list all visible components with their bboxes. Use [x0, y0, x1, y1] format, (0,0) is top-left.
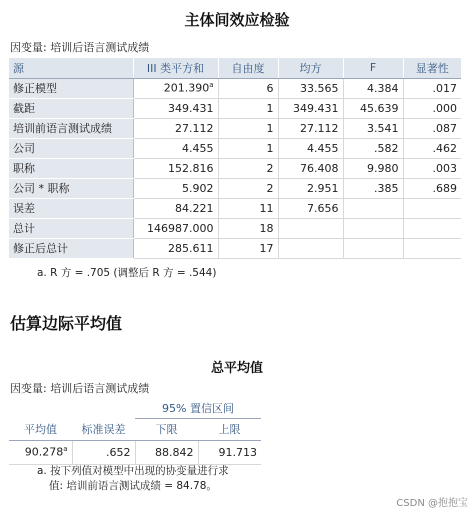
f-cell: 3.541	[343, 118, 403, 138]
df-cell: 1	[218, 138, 278, 158]
type-iii-ss-cell: 5.902	[133, 178, 218, 198]
df-cell: 1	[218, 118, 278, 138]
header-significance: 显著性	[403, 58, 461, 78]
source-label: 修正模型	[9, 78, 133, 98]
type-iii-ss-cell: 4.455	[133, 138, 218, 158]
source-label: 培训前语言测试成绩	[9, 118, 133, 138]
table-row	[9, 218, 461, 238]
header-std-error: 标准误差	[72, 418, 135, 440]
df-cell: 1	[218, 98, 278, 118]
type-iii-ss-cell	[133, 78, 218, 98]
blank-header-cell	[72, 399, 135, 418]
source-label: 修正后总计	[9, 238, 133, 258]
type-iii-ss-cell: 146987.000	[133, 218, 218, 238]
mean-square-cell	[278, 238, 343, 258]
f-cell: .582	[343, 138, 403, 158]
between-subjects-table	[9, 58, 461, 259]
f-cell	[343, 238, 403, 258]
mean-square-cell: 27.112	[278, 118, 343, 138]
table-row	[9, 78, 461, 98]
ci-header-row	[9, 399, 261, 418]
footnote-marker: a	[63, 445, 68, 454]
df-cell: 2	[218, 178, 278, 198]
std-error-cell: .652	[72, 440, 135, 464]
sig-cell	[403, 198, 461, 218]
table-row	[9, 158, 461, 178]
sig-cell: .017	[403, 78, 461, 98]
f-cell: 45.639	[343, 98, 403, 118]
type-iii-ss-cell: 27.112	[133, 118, 218, 138]
table-row	[9, 138, 461, 158]
lower-bound-cell: 88.842	[135, 440, 198, 464]
f-cell	[343, 198, 403, 218]
mean-value: 90.278	[24, 445, 64, 459]
table-header-row	[9, 418, 261, 440]
mean-square-cell	[278, 218, 343, 238]
header-mean-square: 均方	[278, 58, 343, 78]
header-lower-bound: 下限	[135, 418, 198, 440]
mean-square-cell: 33.565	[278, 78, 343, 98]
grand-mean-table	[9, 399, 261, 465]
header-type-iii-ss: III 类平方和	[133, 58, 218, 78]
mean-square-cell: 76.408	[278, 158, 343, 178]
source-label: 总计	[9, 218, 133, 238]
blank-header-cell	[9, 399, 72, 418]
source-label: 公司 * 职称	[9, 178, 133, 198]
table-row	[9, 118, 461, 138]
f-cell	[343, 218, 403, 238]
mean-square-cell: 7.656	[278, 198, 343, 218]
sig-cell	[403, 238, 461, 258]
confidence-interval-header: 95% 置信区间	[135, 399, 261, 418]
header-df: 自由度	[218, 58, 278, 78]
dependent-variable-label: 因变量: 培训后语言测试成绩	[10, 41, 150, 54]
mean-square-cell: 2.951	[278, 178, 343, 198]
sig-cell	[403, 218, 461, 238]
table-row	[9, 440, 261, 464]
df-cell: 18	[218, 218, 278, 238]
sig-cell: .087	[403, 118, 461, 138]
table-header-row	[9, 58, 461, 78]
mean-square-cell: 349.431	[278, 98, 343, 118]
mean-cell	[9, 440, 72, 464]
tests-of-between-subjects-effects-title: 主体间效应检验	[184, 11, 290, 29]
covariate-footnote-line1: a. 按下列值对模型中出现的协变量进行求	[37, 465, 229, 477]
source-label: 误差	[9, 198, 133, 218]
estimated-marginal-means-heading: 估算边际平均值	[10, 314, 123, 333]
table-row	[9, 178, 461, 198]
type-iii-ss-cell: 152.816	[133, 158, 218, 178]
mean-square-cell: 4.455	[278, 138, 343, 158]
source-label: 截距	[9, 98, 133, 118]
table-row	[9, 238, 461, 258]
f-cell: 9.980	[343, 158, 403, 178]
header-source: 源	[9, 58, 133, 78]
covariate-footnote-line2: 值: 培训前语言测试成绩 = 84.78。	[49, 480, 217, 492]
source-label: 公司	[9, 138, 133, 158]
sig-cell: .003	[403, 158, 461, 178]
dependent-variable-label: 因变量: 培训后语言测试成绩	[10, 382, 150, 395]
sig-cell: .689	[403, 178, 461, 198]
upper-bound-cell: 91.713	[198, 440, 261, 464]
ss-value: 201.390	[163, 81, 210, 95]
df-cell: 2	[218, 158, 278, 178]
df-cell: 17	[218, 238, 278, 258]
header-mean: 平均值	[9, 418, 72, 440]
sig-cell: .462	[403, 138, 461, 158]
footnote-marker: a	[209, 81, 214, 90]
sig-cell: .000	[403, 98, 461, 118]
table-row	[9, 98, 461, 118]
type-iii-ss-cell: 349.431	[133, 98, 218, 118]
watermark: CSDN @抱抱宝	[396, 498, 468, 509]
source-label: 职称	[9, 158, 133, 178]
df-cell: 6	[218, 78, 278, 98]
type-iii-ss-cell: 285.611	[133, 238, 218, 258]
grand-mean-title: 总平均值	[210, 361, 263, 376]
f-cell: .385	[343, 178, 403, 198]
type-iii-ss-cell: 84.221	[133, 198, 218, 218]
r-squared-footnote: a. R 方 = .705 (调整后 R 方 = .544)	[37, 267, 217, 279]
table-row	[9, 198, 461, 218]
f-cell: 4.384	[343, 78, 403, 98]
df-cell: 11	[218, 198, 278, 218]
header-upper-bound: 上限	[198, 418, 261, 440]
header-f: F	[343, 58, 403, 78]
